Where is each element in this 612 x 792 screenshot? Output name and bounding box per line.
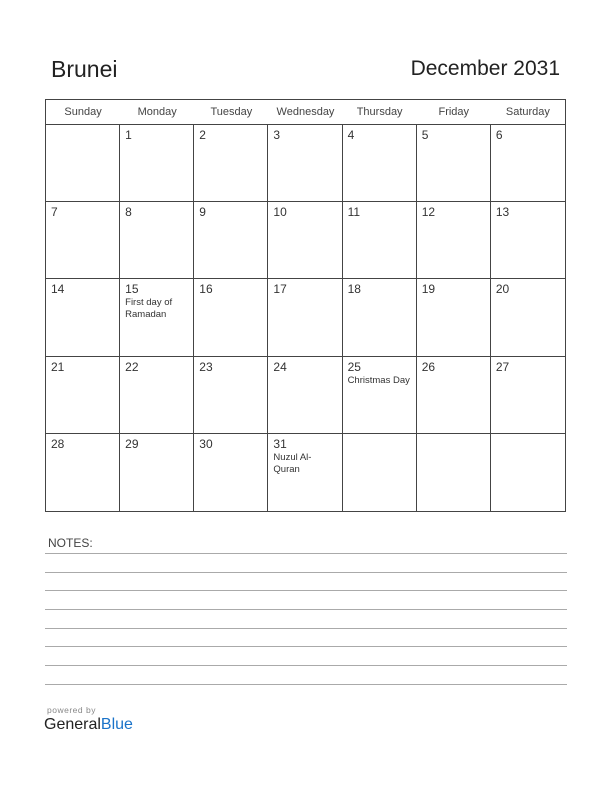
notes-label: NOTES: xyxy=(48,536,93,550)
day-number: 2 xyxy=(199,128,206,142)
day-cell xyxy=(194,434,268,511)
day-cell xyxy=(343,357,417,434)
day-cell xyxy=(46,202,120,279)
calendar-grid xyxy=(45,99,566,512)
day-cell xyxy=(417,434,491,511)
month-title: December 2031 xyxy=(410,57,560,80)
day-cell xyxy=(46,357,120,434)
day-cell xyxy=(491,202,565,279)
day-number: 9 xyxy=(199,205,206,220)
day-cell xyxy=(194,279,268,356)
day-cell xyxy=(343,279,417,356)
day-cell xyxy=(120,125,194,202)
day-number: 17 xyxy=(273,282,287,297)
country-title: Brunei xyxy=(51,56,118,82)
day-number: 31 xyxy=(273,436,287,451)
day-number: 13 xyxy=(495,205,510,220)
day-cell xyxy=(343,434,417,511)
day-event: Christmas Day xyxy=(347,374,410,386)
day-number: 7 xyxy=(51,205,58,220)
day-cell xyxy=(194,125,268,202)
day-number: 25 xyxy=(347,359,361,374)
notes-line xyxy=(45,553,567,554)
day-cell xyxy=(268,125,342,202)
day-number: 18 xyxy=(347,282,361,297)
day-number: 6 xyxy=(495,128,503,142)
day-cell xyxy=(268,357,342,434)
generalblue-logo[interactable] xyxy=(44,716,133,734)
day-cell xyxy=(46,434,120,511)
day-cell xyxy=(417,125,491,202)
day-number: 27 xyxy=(495,359,510,374)
day-number: 30 xyxy=(199,436,213,451)
day-cell xyxy=(417,202,491,279)
notes-line xyxy=(45,590,567,591)
day-event: Nuzul Al-Quran xyxy=(273,451,312,475)
day-cell xyxy=(491,434,565,511)
day-number: 15 xyxy=(125,282,139,297)
day-cell xyxy=(343,125,417,202)
day-cell xyxy=(417,357,491,434)
day-cell xyxy=(46,125,120,202)
day-number: 12 xyxy=(421,205,436,220)
day-number: 29 xyxy=(125,436,139,451)
weekday-wednesday: Wednesday xyxy=(276,106,335,118)
day-cell xyxy=(194,357,268,434)
brand-general: General xyxy=(44,716,101,733)
weekday-tuesday: Tuesday xyxy=(210,106,253,118)
day-event: First day of Ramadan xyxy=(125,297,173,321)
day-cell xyxy=(120,279,194,356)
day-cell xyxy=(194,202,268,279)
day-number: 24 xyxy=(273,359,287,374)
day-number: 4 xyxy=(347,128,355,142)
day-cell xyxy=(491,357,565,434)
day-number: 11 xyxy=(347,205,361,220)
day-number: 19 xyxy=(421,282,436,297)
weekday-monday: Monday xyxy=(137,106,177,118)
day-cell xyxy=(268,202,342,279)
day-number: 28 xyxy=(51,436,65,451)
day-number: 10 xyxy=(273,205,287,220)
day-number: 14 xyxy=(51,282,65,297)
day-cell xyxy=(343,202,417,279)
notes-line xyxy=(45,628,567,629)
day-cell xyxy=(268,434,342,511)
weekday-saturday: Saturday xyxy=(505,106,550,118)
day-number: 21 xyxy=(51,359,65,374)
day-cell xyxy=(120,202,194,279)
day-number: 20 xyxy=(495,282,510,297)
notes-line xyxy=(45,646,567,647)
day-cell xyxy=(491,279,565,356)
day-cell xyxy=(491,125,565,202)
day-number: 16 xyxy=(199,282,213,297)
day-number: 23 xyxy=(199,359,213,374)
day-cell xyxy=(46,279,120,356)
day-number: 5 xyxy=(421,128,429,142)
day-number: 8 xyxy=(125,205,132,220)
notes-line xyxy=(45,572,567,573)
day-number: 22 xyxy=(125,359,139,374)
notes-line xyxy=(45,609,567,610)
calendar-weeks xyxy=(46,125,565,511)
notes-line xyxy=(45,684,567,685)
day-cell xyxy=(268,279,342,356)
powered-by-text: powered by xyxy=(47,705,96,715)
day-cell xyxy=(120,357,194,434)
day-number: 1 xyxy=(125,128,132,142)
weekday-friday: Friday xyxy=(438,106,470,118)
weekday-header xyxy=(46,100,565,125)
notes-line xyxy=(45,665,567,666)
weekday-sunday: Sunday xyxy=(64,106,102,118)
day-cell xyxy=(120,434,194,511)
day-number: 3 xyxy=(273,128,281,142)
weekday-thursday: Thursday xyxy=(356,106,403,118)
day-number: 26 xyxy=(421,359,436,374)
day-cell xyxy=(417,279,491,356)
brand-blue: Blue xyxy=(100,716,133,733)
